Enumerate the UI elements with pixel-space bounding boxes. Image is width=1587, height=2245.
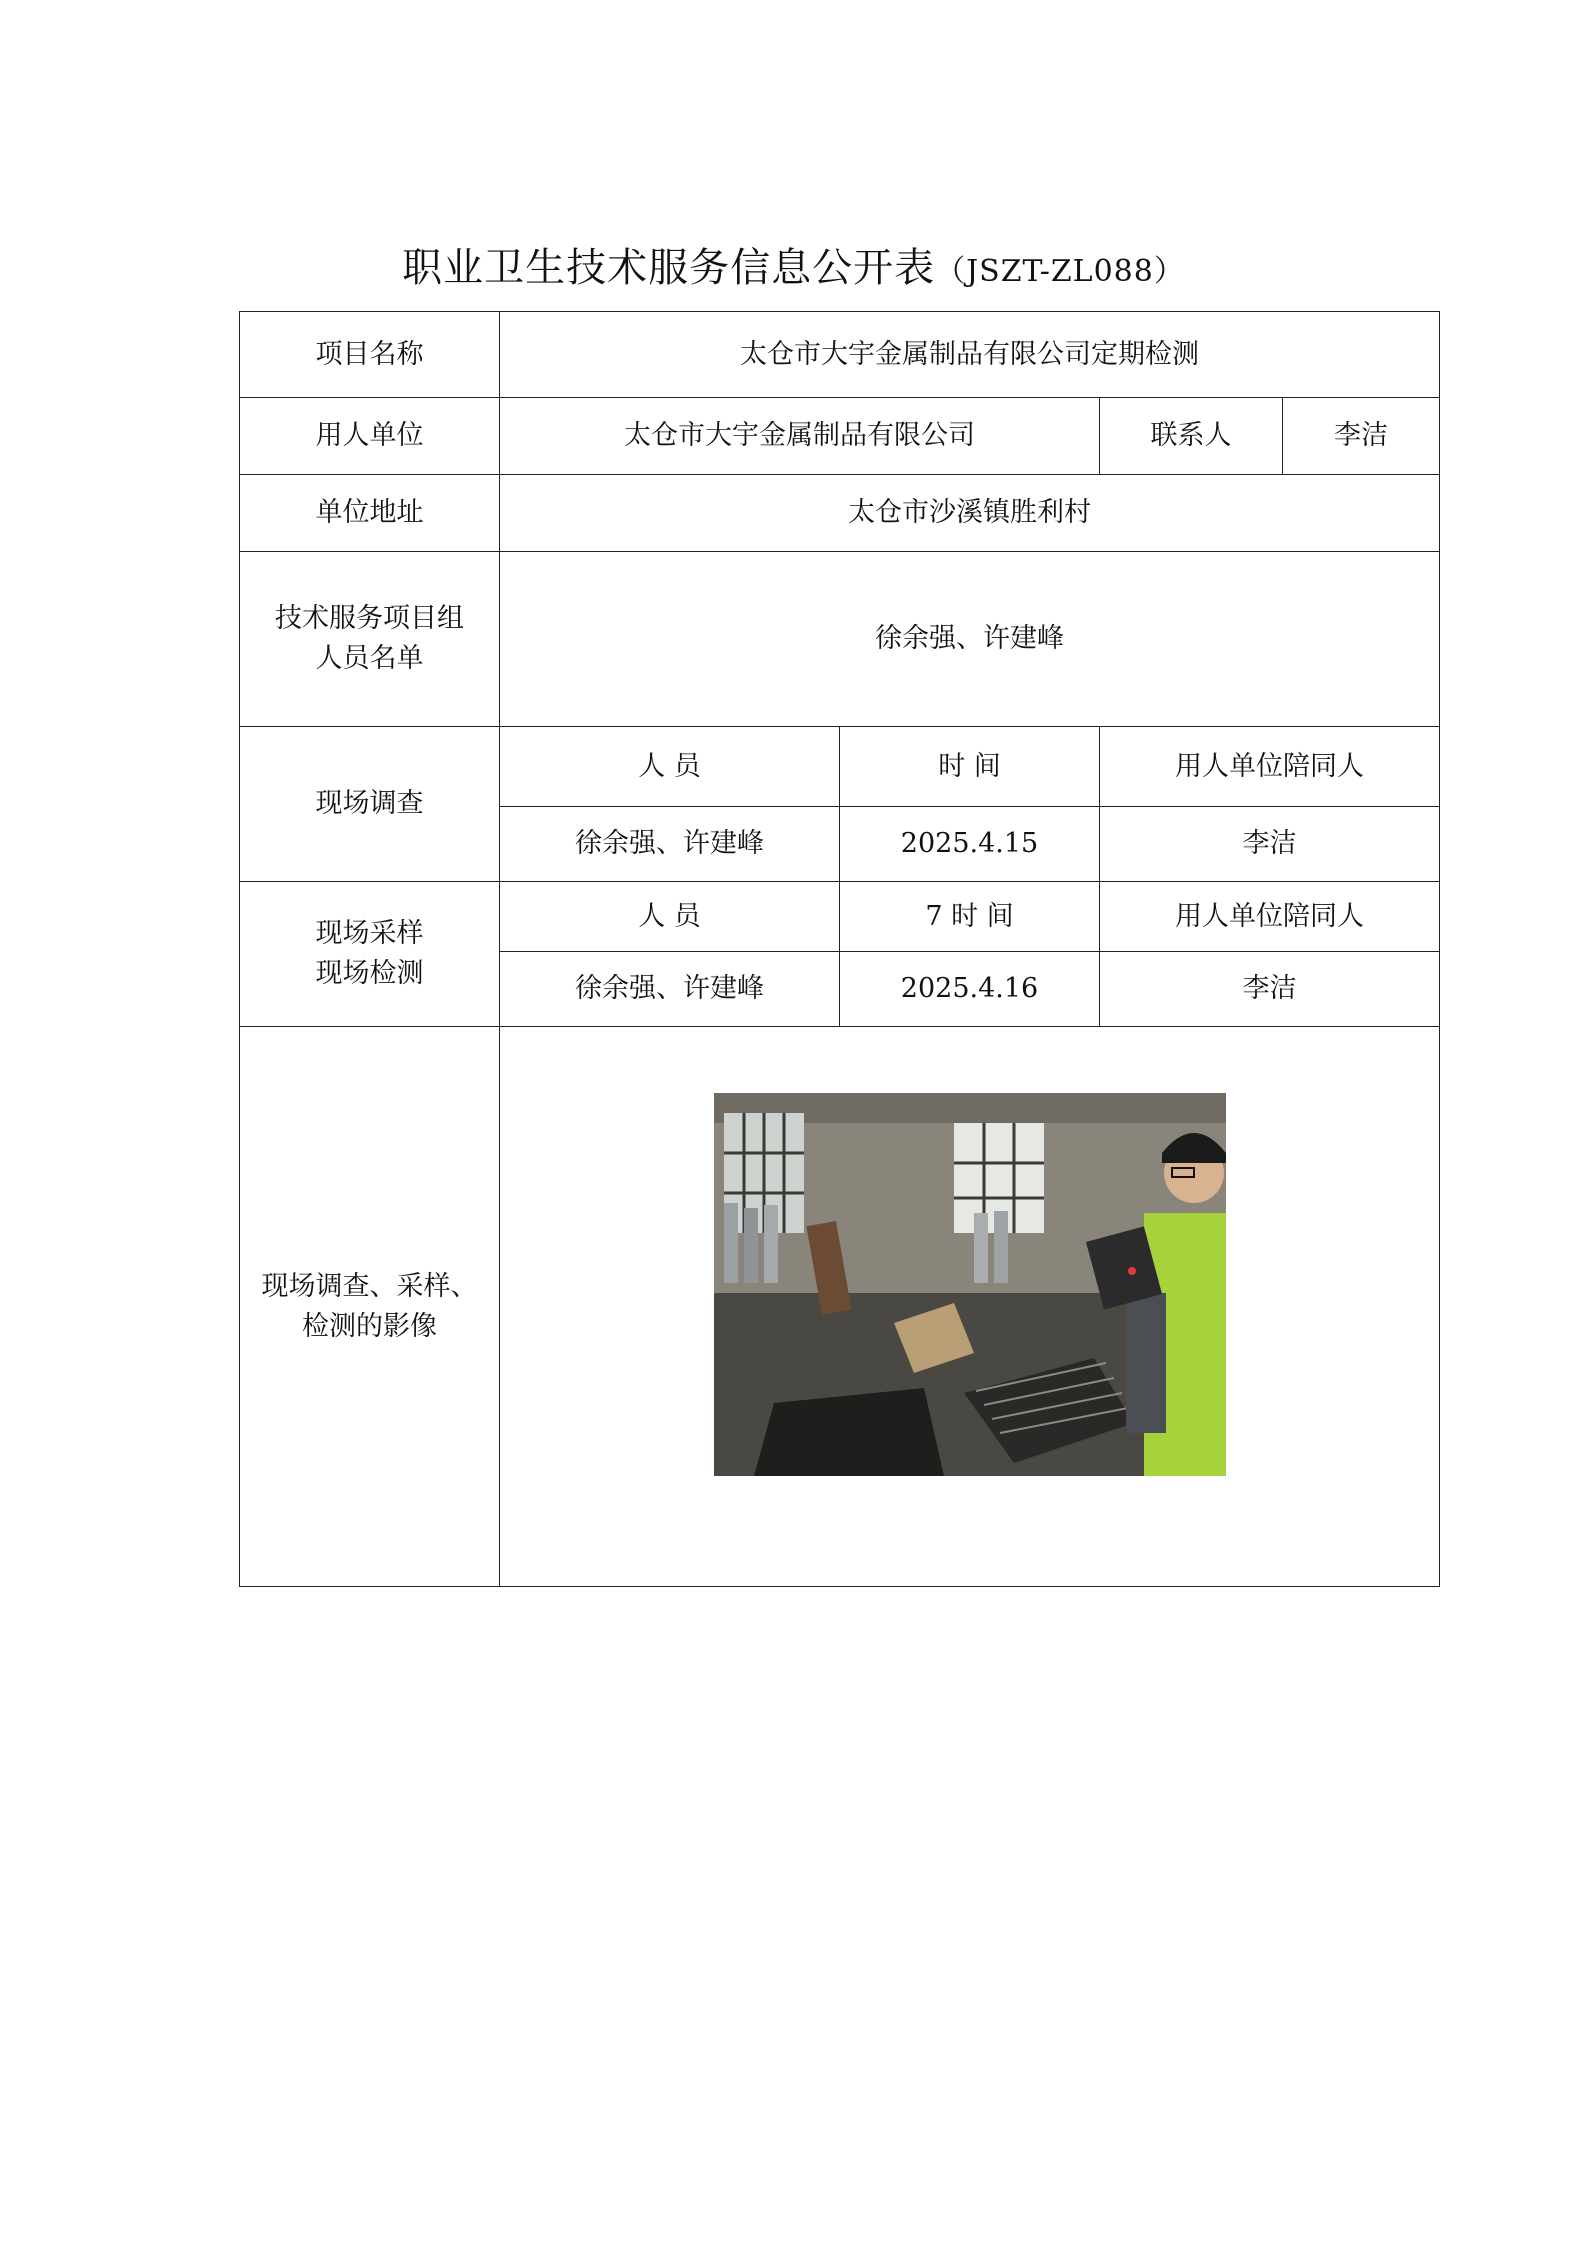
info-table [239,311,1440,1587]
row-project [240,312,1440,398]
team-value: 徐余强、许建峰 [500,552,1440,727]
team-label [240,552,500,727]
row-survey-header [240,727,1440,807]
image-label-line1: 现场调查、采样、 [261,1270,478,1302]
address-value: 太仓市沙溪镇胜利村 [500,475,1440,552]
survey-escort: 李洁 [1100,807,1440,882]
sampling-time: 2025.4.16 [840,952,1100,1027]
project-label: 项目名称 [240,312,500,398]
sampling-col-people: 人 员 [500,882,840,952]
sampling-label-line1: 现场采样 [315,918,424,949]
site-photo [714,1093,1226,1476]
survey-col-escort: 用人单位陪同人 [1100,727,1440,807]
employer-value: 太仓市大宇金属制品有限公司 [500,398,1100,475]
image-cell [500,1027,1440,1587]
survey-people: 徐余强、许建峰 [500,807,840,882]
image-label-line2: 检测的影像 [302,1310,437,1342]
contact-value: 李洁 [1283,398,1440,475]
row-address [240,475,1440,552]
survey-label: 现场调查 [240,727,500,882]
sampling-label [240,882,500,1027]
survey-col-people: 人 员 [500,727,840,807]
sampling-label-line2: 现场检测 [315,958,424,989]
contact-label: 联系人 [1100,398,1283,475]
image-label [240,1027,500,1587]
employer-label: 用人单位 [240,398,500,475]
workshop-photo-icon [714,1093,1226,1476]
row-team [240,552,1440,727]
row-sampling-header [240,882,1440,952]
team-label-line1: 技术服务项目组 [275,603,464,634]
row-images [240,1027,1440,1587]
sampling-col-escort: 用人单位陪同人 [1100,882,1440,952]
sampling-col-time: 7 时 间 [840,882,1100,952]
survey-time: 2025.4.15 [840,807,1100,882]
row-employer [240,398,1440,475]
survey-col-time: 时 间 [840,727,1100,807]
team-label-line2: 人员名单 [315,643,424,674]
address-label: 单位地址 [240,475,500,552]
sampling-escort: 李洁 [1100,952,1440,1027]
sampling-people: 徐余强、许建峰 [500,952,840,1027]
title-main: 职业卫生技术服务信息公开表 [402,245,936,291]
title-code: （JSZT-ZL088） [935,254,1185,289]
document-title [0,236,1587,293]
project-value: 太仓市大宇金属制品有限公司定期检测 [500,312,1440,398]
